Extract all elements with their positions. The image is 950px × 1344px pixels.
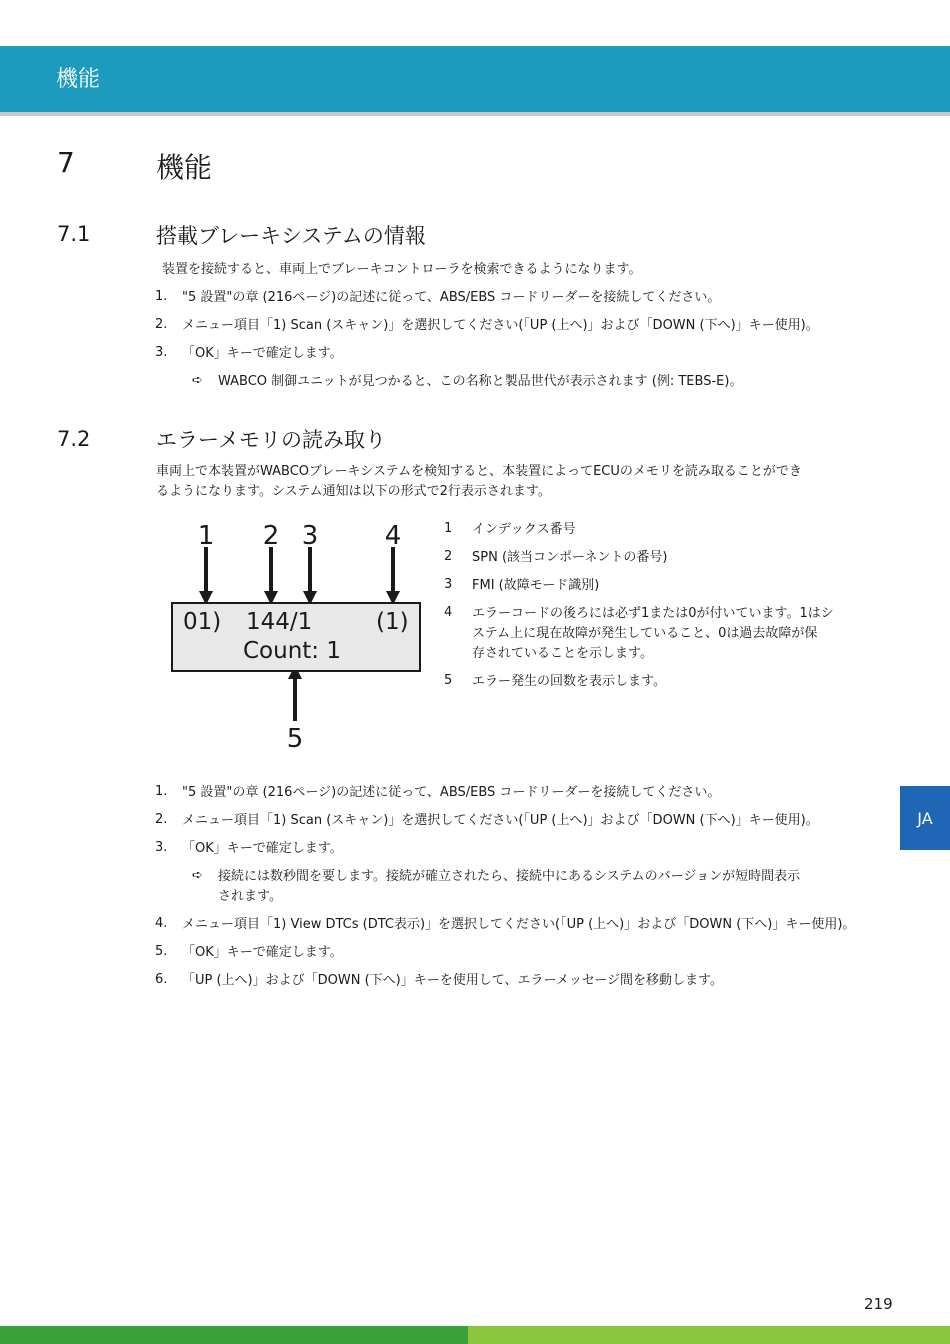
s2-result-line-1: 接続には数秒間を要します。接続が確立されたら、接続中にあるシステムのバージョンが短時間表示 <box>218 869 801 884</box>
s2-step-6-num: 6. <box>155 972 168 987</box>
page-number: 219 <box>864 1295 893 1313</box>
s1-step-3-text: 「OK」キーで確定します。 <box>182 346 343 361</box>
diagram-label-5: 5 <box>286 724 304 754</box>
section-7-2-title: エラーメモリの読み取り <box>156 428 386 452</box>
legend-1-num: 1 <box>444 521 453 536</box>
s2-step-3-text: 「OK」キーで確定します。 <box>182 841 343 856</box>
chapter-number: 7 <box>57 146 75 179</box>
s2-step-1-text: "5 設置"の章 (216ページ)の記述に従って、ABS/EBS コードリーダーを接続してください。 <box>182 785 721 800</box>
section-7-1-intro: 装置を接続すると、車両上でブレーキコントローラを検索できるようになります。 <box>162 262 642 277</box>
s1-step-3-num: 3. <box>155 345 168 360</box>
s2-step-1-num: 1. <box>155 784 168 799</box>
legend-4-text-line-2: ステム上に現在故障が発生していること、0は過去故障が保 <box>472 626 818 641</box>
legend-5-text: エラー発生の回数を表示します。 <box>472 674 666 689</box>
s2-step-2-num: 2. <box>155 812 168 827</box>
s2-step-3-num: 3. <box>155 840 168 855</box>
s1-step-1-text: "5 設置"の章 (216ページ)の記述に従って、ABS/EBS コードリーダーを接続してください。 <box>182 290 721 305</box>
section-7-2-intro-line-1: 車両上で本装置がWABCOブレーキシステムを検知すると、本装置によってECUのメモリを読み取ることができ <box>156 464 802 479</box>
s2-result-line-2: されます。 <box>218 889 282 904</box>
diagram-label-3: 3 <box>301 521 319 551</box>
diagram-label-2: 2 <box>262 521 280 551</box>
header-title: 機能 <box>56 67 101 92</box>
s1-result-text: WABCO 制御ユニットが見つかると、この名称と製品世代が表示されます (例: TEBS-E)。 <box>218 374 743 389</box>
s2-step-4-num: 4. <box>155 916 168 931</box>
result-arrow-icon: ➪ <box>192 373 203 388</box>
section-7-1-number: 7.1 <box>57 222 91 246</box>
display-code: 144/1 <box>246 609 313 635</box>
s1-step-2-num: 2. <box>155 317 168 332</box>
legend-1-text: インデックス番号 <box>472 522 576 537</box>
result-arrow-icon: ➪ <box>192 868 203 883</box>
legend-4-text-line-3: 存されていることを示します。 <box>472 646 653 661</box>
diagram-label-1: 1 <box>197 521 215 551</box>
legend-3-text: FMI (故障モード識別) <box>472 578 600 593</box>
error-display-diagram <box>165 515 430 755</box>
diagram-label-4: 4 <box>384 521 402 551</box>
display-flag: (1) <box>376 609 409 635</box>
legend-3-num: 3 <box>444 577 453 592</box>
legend-2-num: 2 <box>444 549 453 564</box>
display-count: Count: 1 <box>243 638 341 664</box>
s2-step-4-text: メニュー項目「1) View DTCs (DTC表示)」を選択してください(「UP (上へ)」および「DOWN (下へ)」キー使用)。 <box>182 917 856 932</box>
display-index: 01) <box>183 609 222 635</box>
section-7-2-number: 7.2 <box>57 427 91 451</box>
s2-step-5-text: 「OK」キーで確定します。 <box>182 945 343 960</box>
legend-5-num: 5 <box>444 673 453 688</box>
section-7-1-title: 搭載ブレーキシステムの情報 <box>156 224 426 248</box>
legend-4-num: 4 <box>444 605 453 620</box>
s2-step-6-text: 「UP (上へ)」および「DOWN (下へ)」キーを使用して、エラーメッセージ間を移動します。 <box>182 973 723 988</box>
footer-bar-light <box>468 1326 950 1344</box>
language-tab[interactable]: JA <box>900 786 950 850</box>
footer-bar-dark <box>0 1326 468 1344</box>
s1-step-2-text: メニュー項目「1) Scan (スキャン)」を選択してください(「UP (上へ)」および「DOWN (下へ)」キー使用)。 <box>182 318 819 333</box>
legend-4-text-line-1: エラーコードの後ろには必ず1または0が付いています。1はシ <box>472 606 834 621</box>
legend-2-text: SPN (該当コンポーネントの番号) <box>472 550 668 565</box>
s2-step-5-num: 5. <box>155 944 168 959</box>
chapter-title: 機能 <box>156 151 213 184</box>
section-7-2-intro-line-2: るようになります。システム通知は以下の形式で2行表示されます。 <box>156 484 551 499</box>
page-header-bar <box>0 46 950 116</box>
s1-step-1-num: 1. <box>155 289 168 304</box>
s2-step-2-text: メニュー項目「1) Scan (スキャン)」を選択してください(「UP (上へ)」および「DOWN (下へ)」キー使用)。 <box>182 813 819 828</box>
